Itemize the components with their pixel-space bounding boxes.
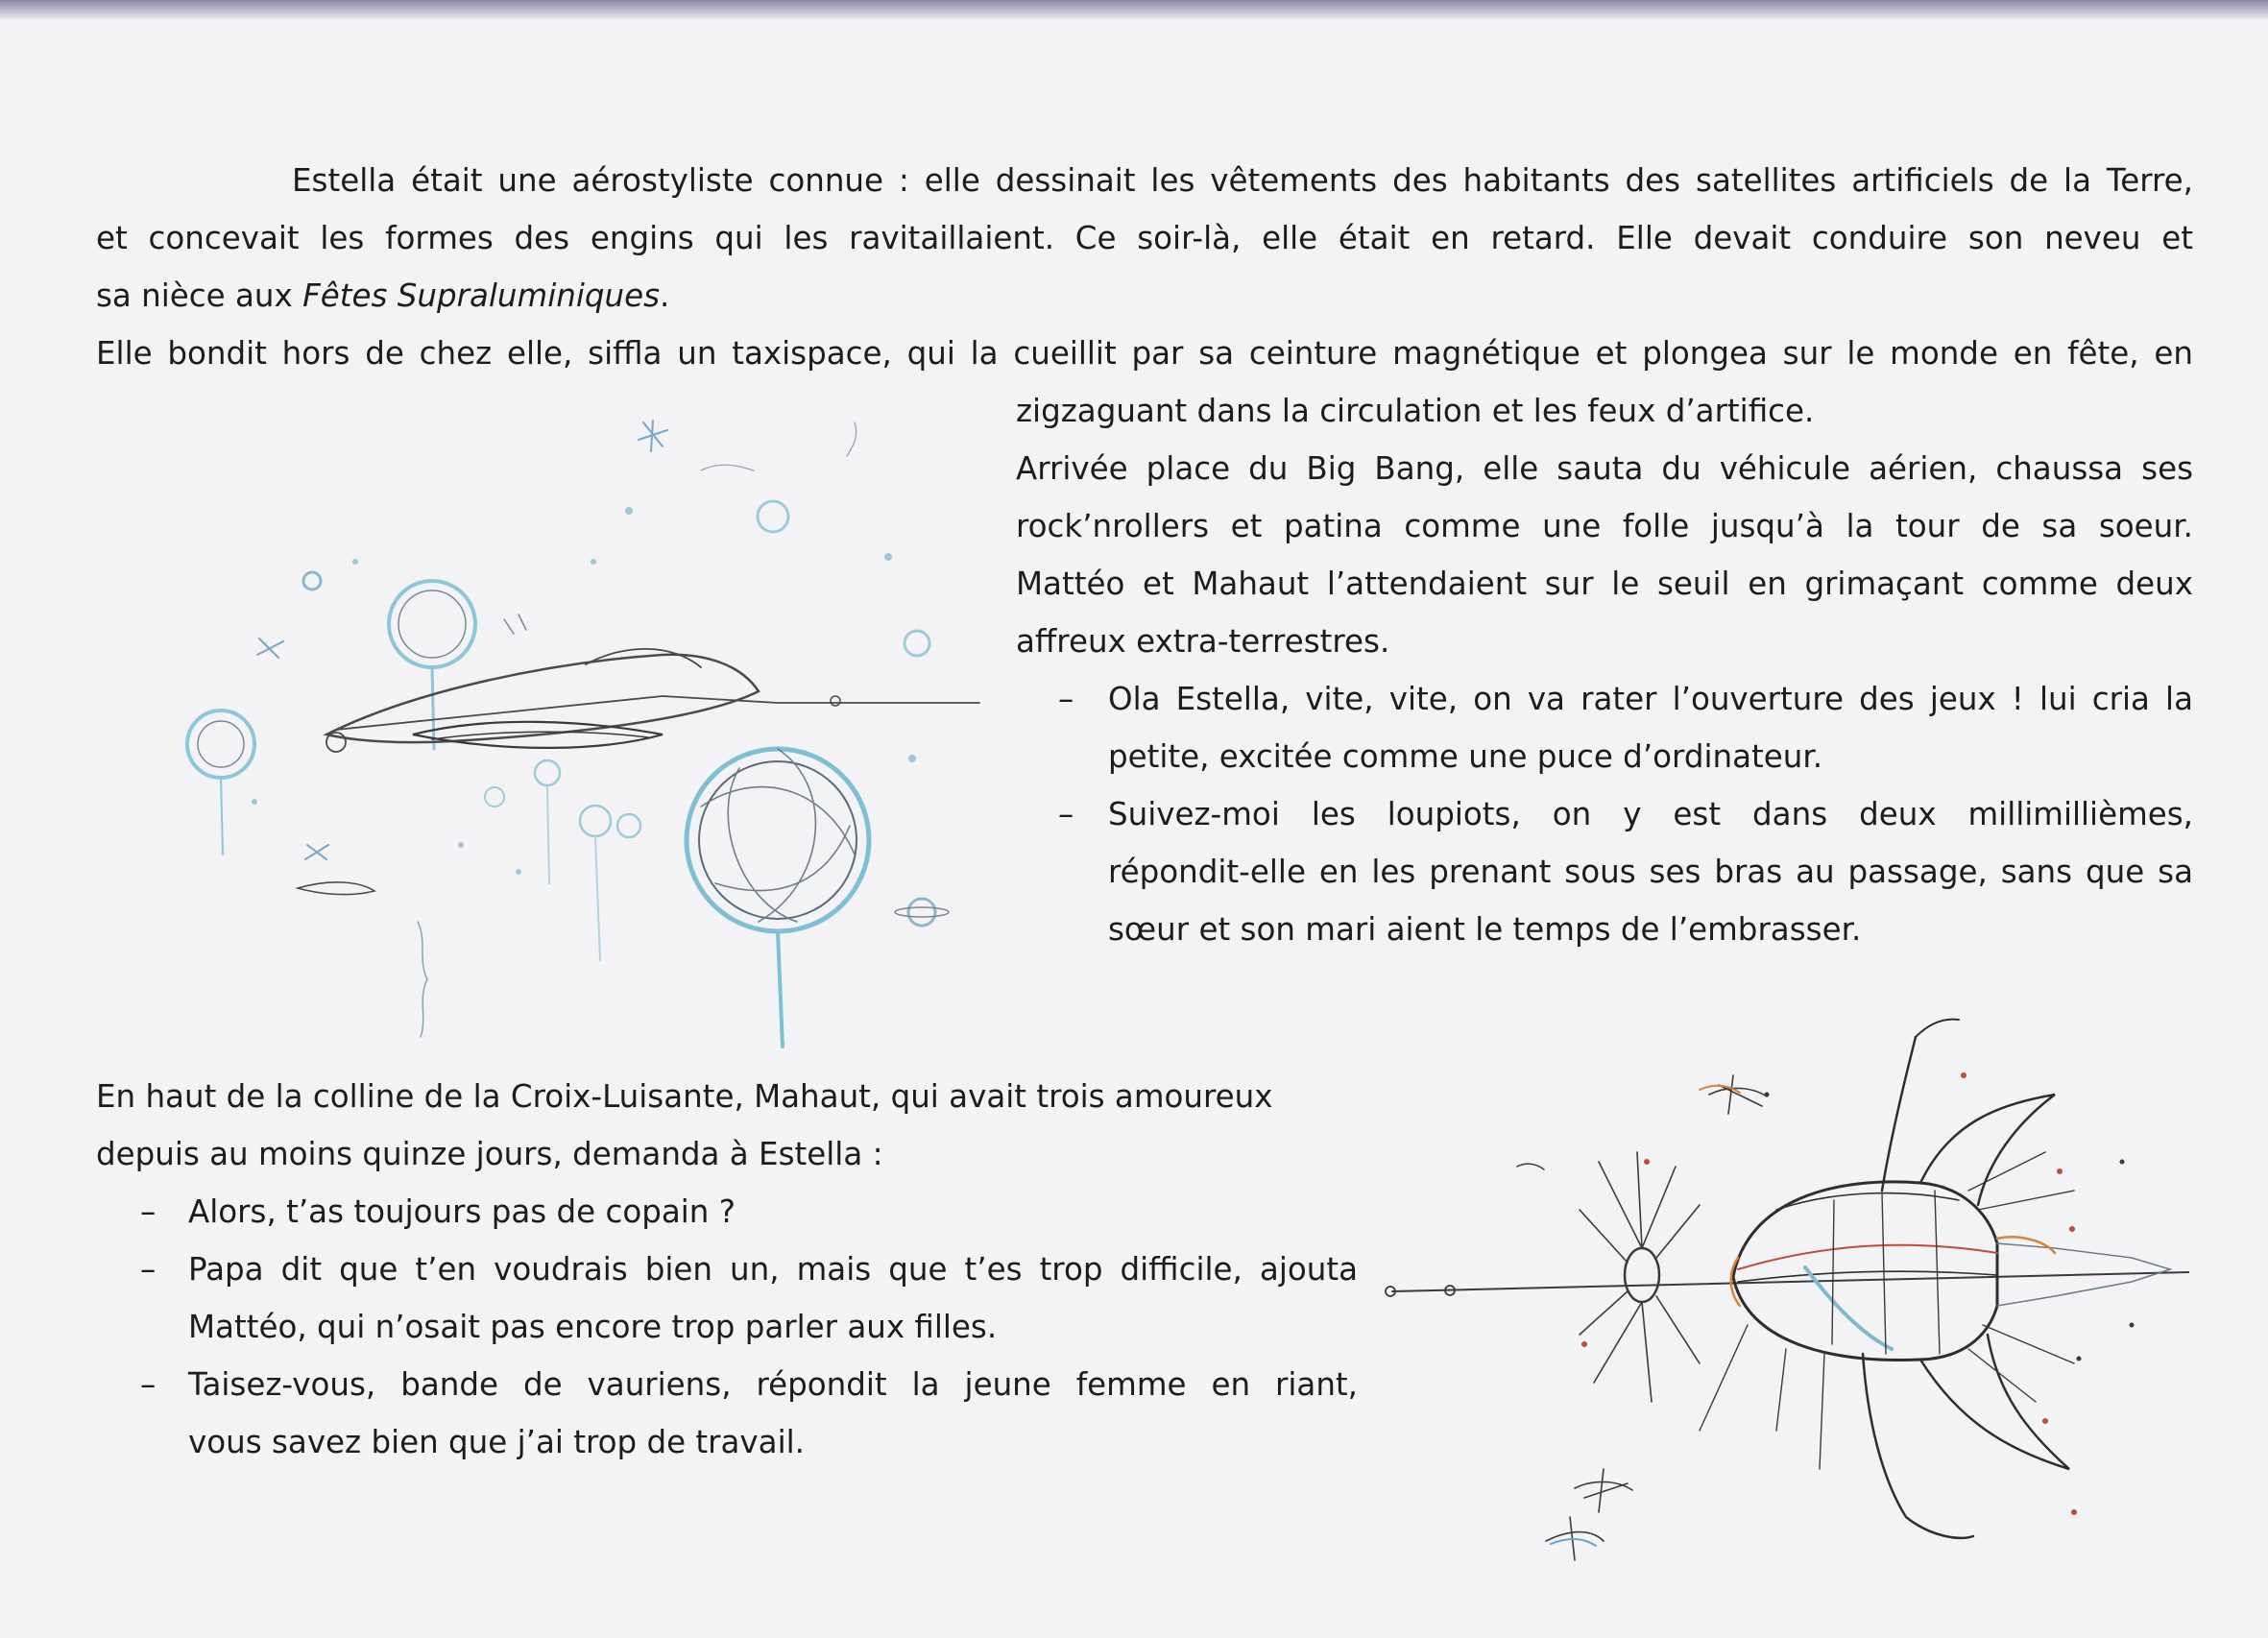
dialogue-line: Suivez-moi les loupiots, on y est dans deux millimillièmes, [1108,796,2193,832]
arrival-line-4: Mattéo et Mahaut l’attendaient sur le seuil en grimaçant comme deux [1016,566,2193,602]
hill-paragraph [96,1068,1358,1183]
dialogue-line: Ola Estella, vite, vite, on va rater l’ouverture des jeux ! lui cria la [1108,681,2193,717]
intro-line-3 [96,267,2193,325]
dialogue-line: Papa dit que t’en voudrais bien un, mais que t’es trop difficile, ajouta [188,1251,1358,1288]
intro-line-4: Elle bondit hors de chez elle, siffla un taxispace, qui la cueillit par sa ceinture magnétique et plongea sur le monde en fête, en [96,335,2193,372]
dialogue-dash: – [140,1251,157,1288]
hill-dialogue-2 [140,1241,1358,1356]
intro-line-3-prefix: sa nièce aux [96,277,303,314]
dialogue-dash: – [140,1366,157,1403]
dialogue-line: Taisez-vous, bande de vauriens, répondit la jeune femme en riant, [188,1366,1358,1403]
planets-sketch-illustration [163,403,1008,1056]
hill-line-2: depuis au moins quinze jours, demanda à Estella : [96,1136,883,1172]
dialogue-line: vous savez bien que j’ai trop de travail. [188,1424,805,1460]
dialogue-line: répondit-elle en les prenant sous ses bras au passage, sans que sa [1108,854,2193,890]
dialogue-dash: – [1058,681,1074,717]
hill-dialogue-1 [140,1183,1358,1241]
arrival-dialogue-2 [1058,785,2193,958]
intro-line-3-suffix: . [660,277,670,314]
intro-line-2: et concevait les formes des engins qui les ravitaillaient. Ce soir-là, elle était en retard. Elle devait conduire son neveu et [96,220,2193,256]
arrival-line-1: zigzaguant dans la circulation et les feux d’artifice. [1016,393,1815,429]
intro-line-1: Estella était une aérostyliste connue : elle dessinait les vêtements des habitants des satellites artificiels de la Terre, [292,162,2193,199]
dialogue-line: petite, excitée comme une puce d’ordinateur. [1108,738,1823,775]
arrival-line-5: affreux extra-terrestres. [1016,623,1390,660]
dialogue-line: Alors, t’as toujours pas de copain ? [188,1193,736,1230]
dialogue-dash: – [1058,796,1074,832]
festival-name: Fêtes Supraluminiques [302,277,661,314]
dialogue-dash: – [140,1193,157,1230]
page-top-shadow [0,0,2268,21]
arrival-dialogue-1 [1058,670,2193,785]
dialogue-line: sœur et son mari aient le temps de l’embrasser. [1108,911,1862,948]
arrival-paragraph [1016,382,2193,670]
hill-line-1: En haut de la colline de la Croix-Luisante, Mahaut, qui avait trois amoureux [96,1078,1273,1115]
dialogue-line: Mattéo, qui n’osait pas encore trop parler aux filles. [188,1309,998,1345]
arrival-line-3: rock’nrollers et patina comme une folle jusqu’à la tour de sa soeur. [1016,508,2193,544]
intro-paragraph [96,152,2193,382]
hill-dialogue-3 [140,1356,1358,1471]
arrival-line-2: Arrivée place du Big Bang, elle sauta du véhicule aérien, chaussa ses [1016,450,2193,487]
spacecraft-illustration [1383,1018,2189,1603]
